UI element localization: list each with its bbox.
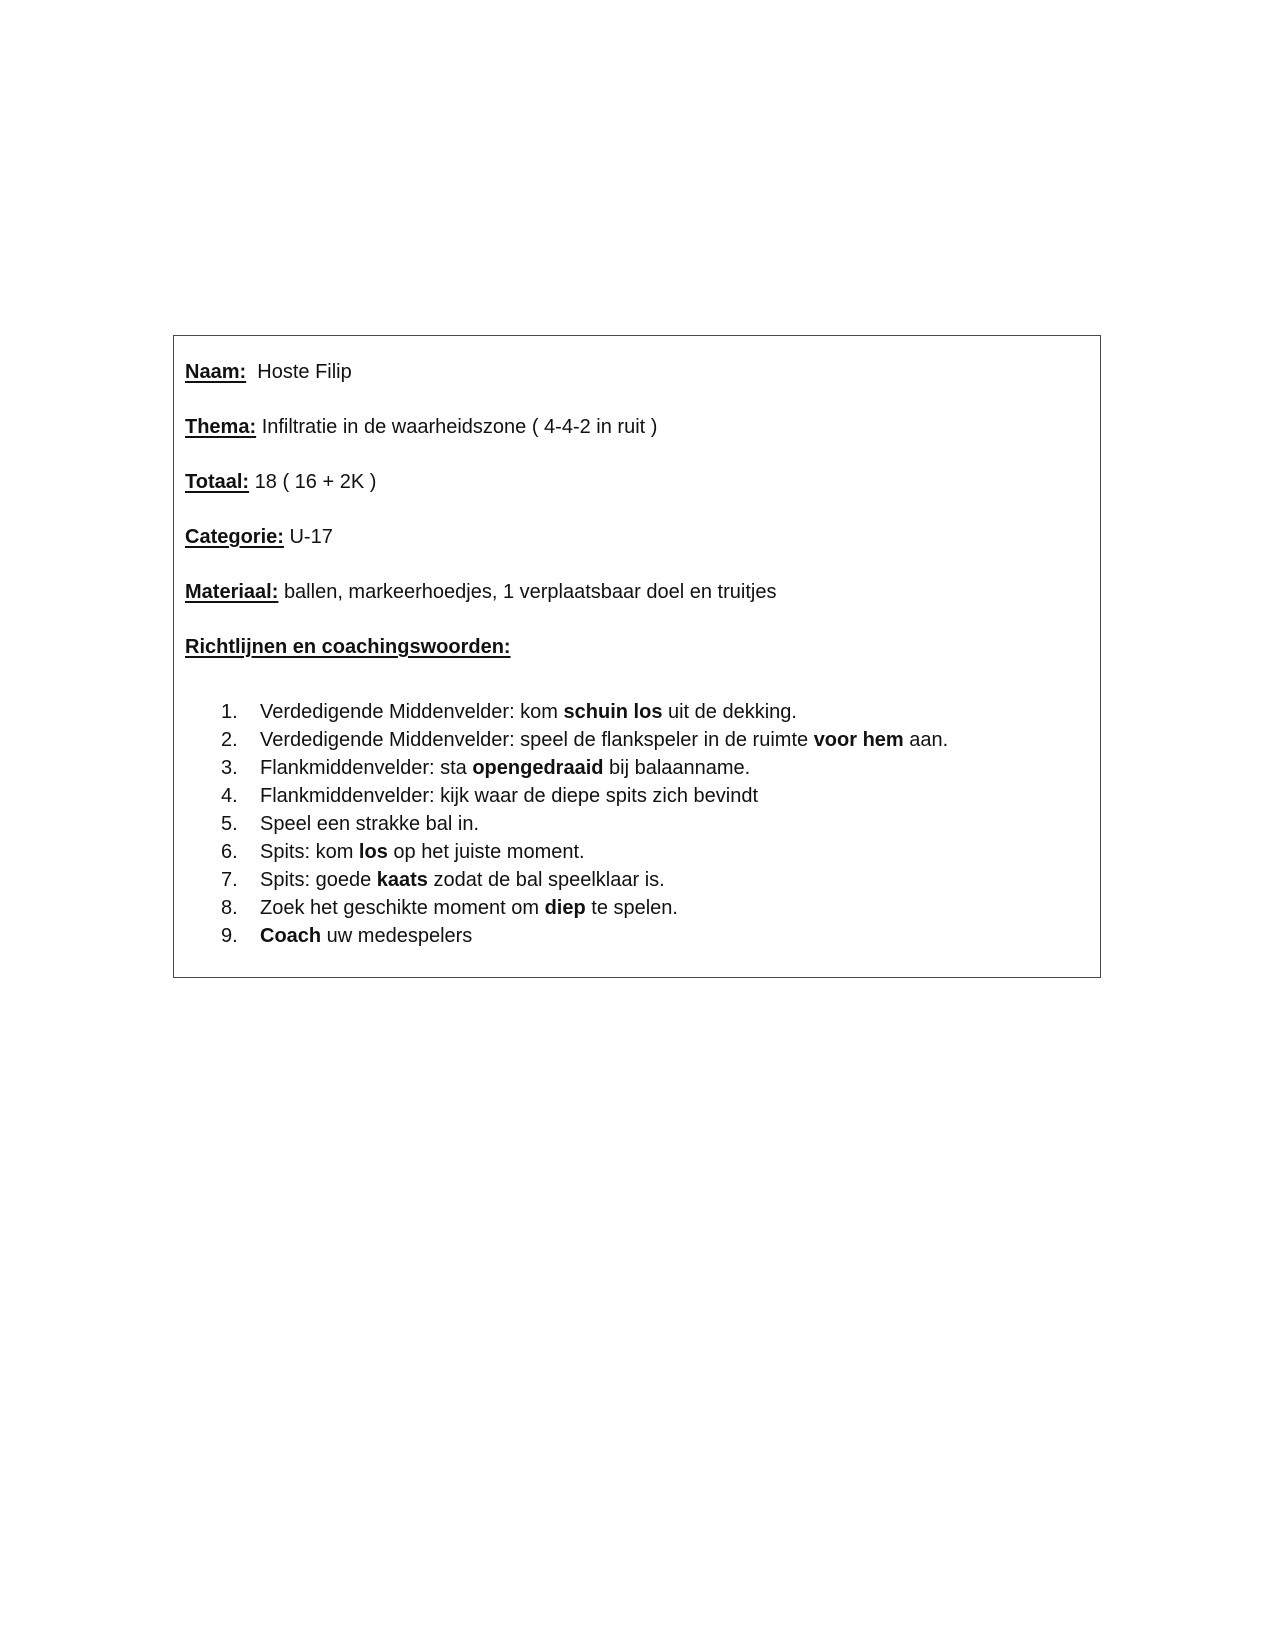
materiaal-value: ballen, markeerhoedjes, 1 verplaatsbaar doel en truitjes bbox=[283, 581, 777, 603]
guidelines-heading bbox=[185, 635, 511, 659]
totaal-value: 18 ( 16 + 2K ) bbox=[254, 471, 377, 493]
categorie-label: Categorie: bbox=[185, 526, 284, 548]
field-totaal bbox=[185, 470, 376, 494]
naam-label: Naam: bbox=[185, 361, 247, 383]
thema-label: Thema: bbox=[185, 416, 257, 438]
guidelines-heading-label: Richtlijnen en coachingswoorden: bbox=[185, 636, 511, 658]
materiaal-label: Materiaal: bbox=[185, 581, 279, 603]
totaal-label: Totaal: bbox=[185, 471, 250, 493]
thema-value: Infiltratie in de waarheidszone ( 4-4-2 in ruit ) bbox=[261, 416, 658, 438]
categorie-value: U-17 bbox=[289, 526, 333, 548]
field-thema bbox=[185, 415, 657, 439]
field-naam bbox=[185, 360, 352, 384]
naam-value: Hoste Filip bbox=[257, 361, 352, 383]
field-materiaal bbox=[185, 580, 776, 604]
field-categorie bbox=[185, 525, 333, 549]
exercise-info-box: Naam: Hoste Filip Thema: Infiltratie in de waarheidszone ( 4-4-2 in ruit ) Totaal: 18 ( 16 + 2K ) Categorie: U-17 Materiaal: ballen, markeerhoedjes, 1 verplaatsbaar doel en truitjes Richtlijnen en coachingswoorden: 1. Verdedigende Middenvelder: kom schuin los uit de dekking. 2. Verdedigende Middenvelder: speel de flankspeler in de ruimte voor hem aan. 3. Flankmiddenvelder: sta opengedraaid bij balaanname. 4. Flankmiddenvelder: kijk waar de diepe spits zich bevindt 5. Speel een strakke bal in. 6. Spits: kom los op het juiste moment. 7. Spits: goede kaats zodat de bal speelklaar is. 8. Zoek het geschikte moment om diep te spelen. 9. Coach uw medespelers bbox=[173, 335, 1101, 978]
